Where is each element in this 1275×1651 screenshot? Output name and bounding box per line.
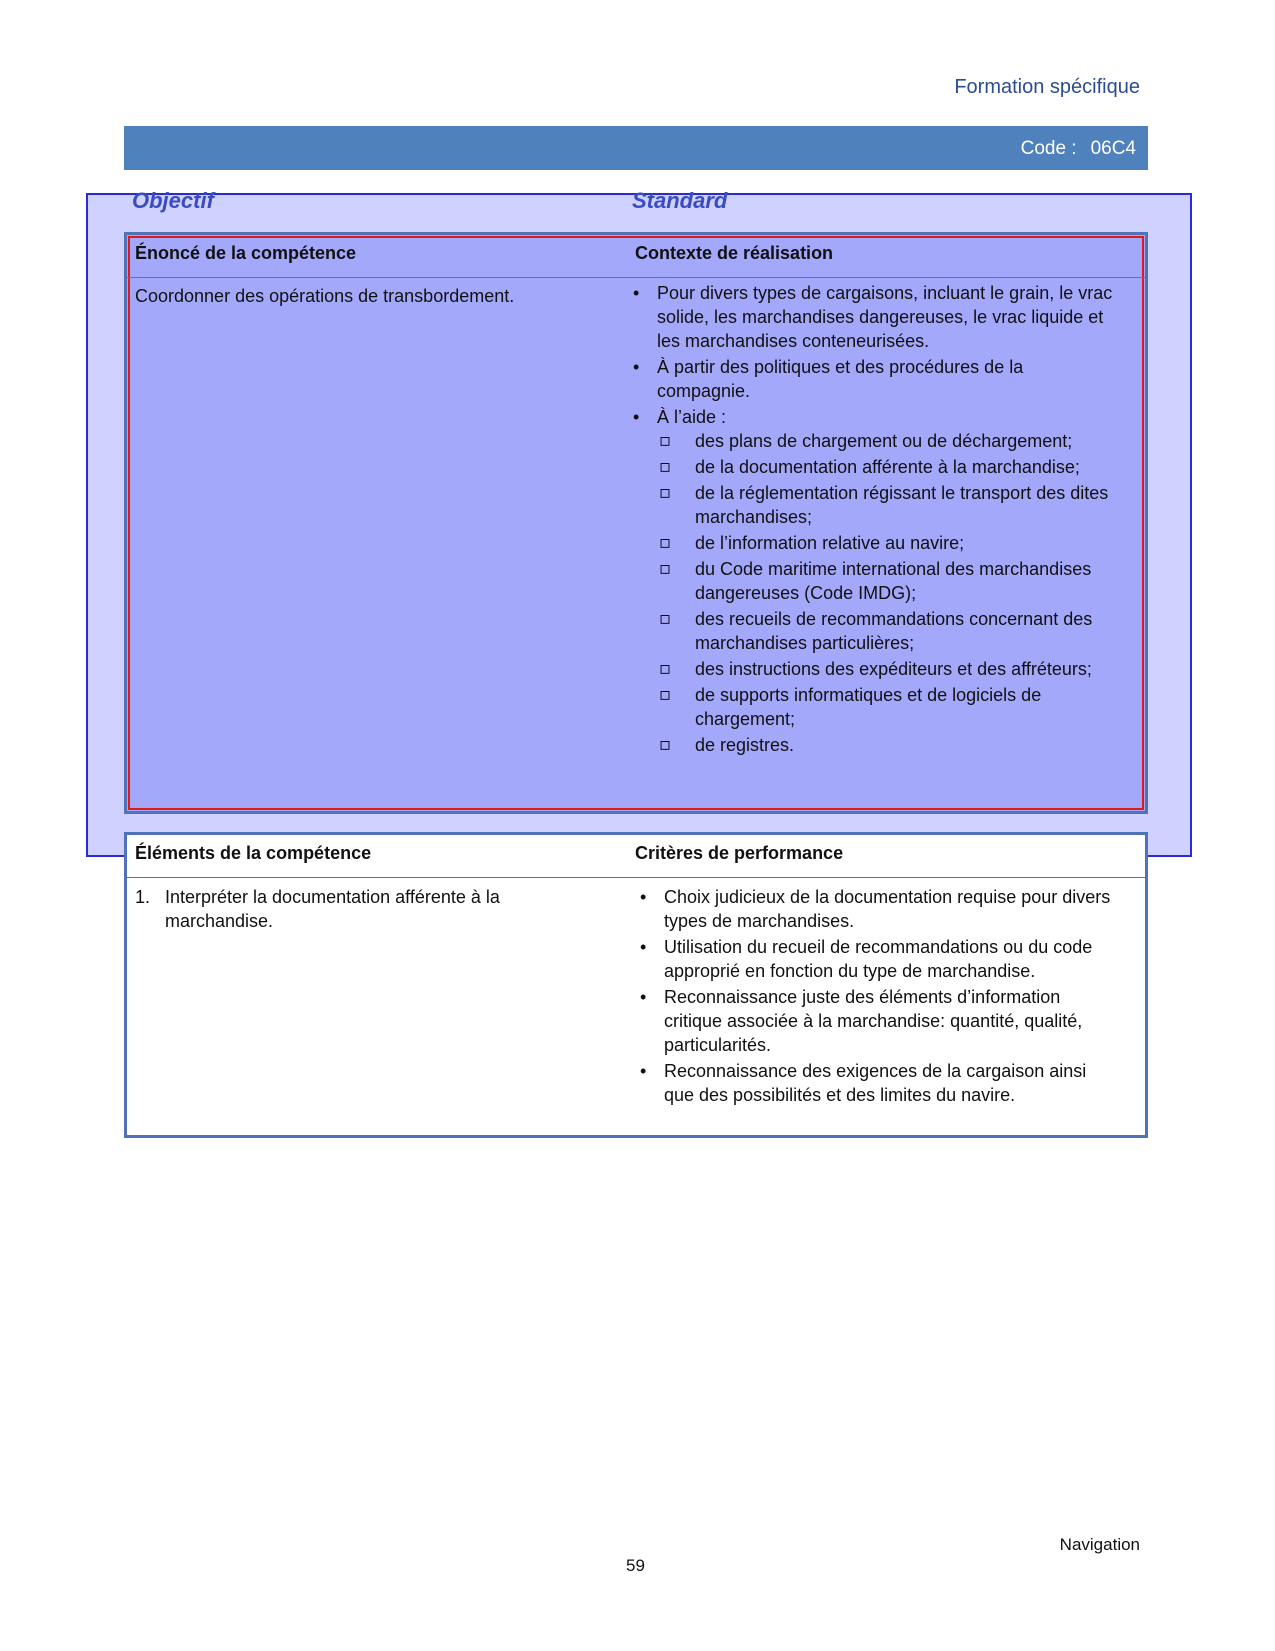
context-sub-item-text: des recueils de recommandations concernant des marchandises particulières; <box>695 609 1093 653</box>
context-item-text: À l’aide : <box>657 407 727 427</box>
sub-bullet-icon: ▫ <box>659 482 672 503</box>
criterion-item <box>640 1059 1119 1107</box>
context-item-text: Pour divers types de cargaisons, incluant le grain, le vrac solide, les marchandises dangereuses, le vrac liquide et les marchandises conteneurisées. <box>657 283 1113 351</box>
criterion-text: Reconnaissance des exigences de la cargaison ainsi que des possibilités et des limites du navire. <box>664 1061 1087 1105</box>
code-label: Code : <box>1020 138 1077 159</box>
header-separator <box>127 877 1145 878</box>
context-sub-item-text: de supports informatiques et de logiciels de chargement; <box>695 685 1042 729</box>
section-objectif-label: Objectif <box>132 188 214 213</box>
competence-statement-header: Énoncé de la compétence <box>135 243 357 263</box>
competence-table <box>124 232 1148 814</box>
context-sub-item-text: des instructions des expéditeurs et des affréteurs; <box>695 659 1092 679</box>
bullet-icon: • <box>640 987 647 1007</box>
context-item <box>633 355 1117 403</box>
context-sub-item <box>659 429 1117 453</box>
context-item <box>633 281 1117 353</box>
context-sub-item-text: de registres. <box>695 735 795 755</box>
sub-bullet-icon: ▫ <box>659 558 672 579</box>
element-text: Interpréter la documentation afférente à la marchandise. <box>165 887 500 931</box>
context-sub-item-text: des plans de chargement ou de déchargement; <box>695 431 1073 451</box>
criterion-text: Reconnaissance juste des éléments d’information critique associée à la marchandise: quantité, qualité, particularités. <box>664 987 1083 1055</box>
criterion-item <box>640 935 1119 983</box>
context-header: Contexte de réalisation <box>635 243 834 263</box>
context-sub-item-text: de la documentation afférente à la marchandise; <box>695 457 1080 477</box>
header-separator <box>127 277 1145 278</box>
context-list <box>633 281 1117 759</box>
context-item <box>633 405 1117 757</box>
criteria-list <box>640 885 1119 1109</box>
criteria-header: Critères de performance <box>635 843 844 863</box>
code-label-group <box>1021 138 1136 160</box>
criterion-text: Utilisation du recueil de recommandations ou du code approprié en fonction du type de marchandise. <box>664 937 1093 981</box>
criterion-item <box>640 985 1119 1057</box>
context-sub-item <box>659 455 1117 479</box>
criterion-text: Choix judicieux de la documentation requise pour divers types de marchandises. <box>664 887 1111 931</box>
elements-header: Éléments de la compétence <box>135 843 372 863</box>
document-header-title: Formation spécifique <box>954 76 1140 98</box>
context-sub-list <box>659 429 1117 757</box>
context-sub-item <box>659 481 1117 529</box>
context-sub-item-text: de la réglementation régissant le transport des dites marchandises; <box>695 483 1109 527</box>
sub-bullet-icon: ▫ <box>659 734 672 755</box>
sub-bullet-icon: ▫ <box>659 608 672 629</box>
navigation-link[interactable]: Navigation <box>1059 1535 1140 1554</box>
bullet-icon: • <box>633 407 640 427</box>
bullet-icon: • <box>640 1061 647 1081</box>
context-sub-item <box>659 531 1117 555</box>
section-standard-label: Standard <box>632 188 728 213</box>
context-sub-item <box>659 607 1117 655</box>
bullet-icon: • <box>640 937 647 957</box>
context-sub-item-text: du Code maritime international des marchandises dangereuses (Code IMDG); <box>695 559 1092 603</box>
code-value: 06C4 <box>1090 138 1136 159</box>
context-sub-item <box>659 557 1117 605</box>
competence-statement: Coordonner des opérations de transbordement. <box>135 286 515 306</box>
sub-bullet-icon: ▫ <box>659 532 672 553</box>
sub-bullet-icon: ▫ <box>659 658 672 679</box>
page-number: 59 <box>626 1556 645 1575</box>
context-sub-item <box>659 683 1117 731</box>
element-number: 1. <box>135 887 151 907</box>
bullet-icon: • <box>633 283 640 303</box>
sub-bullet-icon: ▫ <box>659 456 672 477</box>
sub-bullet-icon: ▫ <box>659 430 672 451</box>
bullet-icon: • <box>633 357 640 377</box>
element-item <box>135 885 565 933</box>
criterion-item <box>640 885 1119 933</box>
sub-bullet-icon: ▫ <box>659 684 672 705</box>
code-bar <box>124 126 1148 170</box>
context-sub-item <box>659 733 1117 757</box>
context-sub-item <box>659 657 1117 681</box>
bullet-icon: • <box>640 887 647 907</box>
context-sub-item-text: de l’information relative au navire; <box>695 533 965 553</box>
elements-table <box>124 832 1148 1138</box>
context-item-text: À partir des politiques et des procédures de la compagnie. <box>657 357 1024 401</box>
